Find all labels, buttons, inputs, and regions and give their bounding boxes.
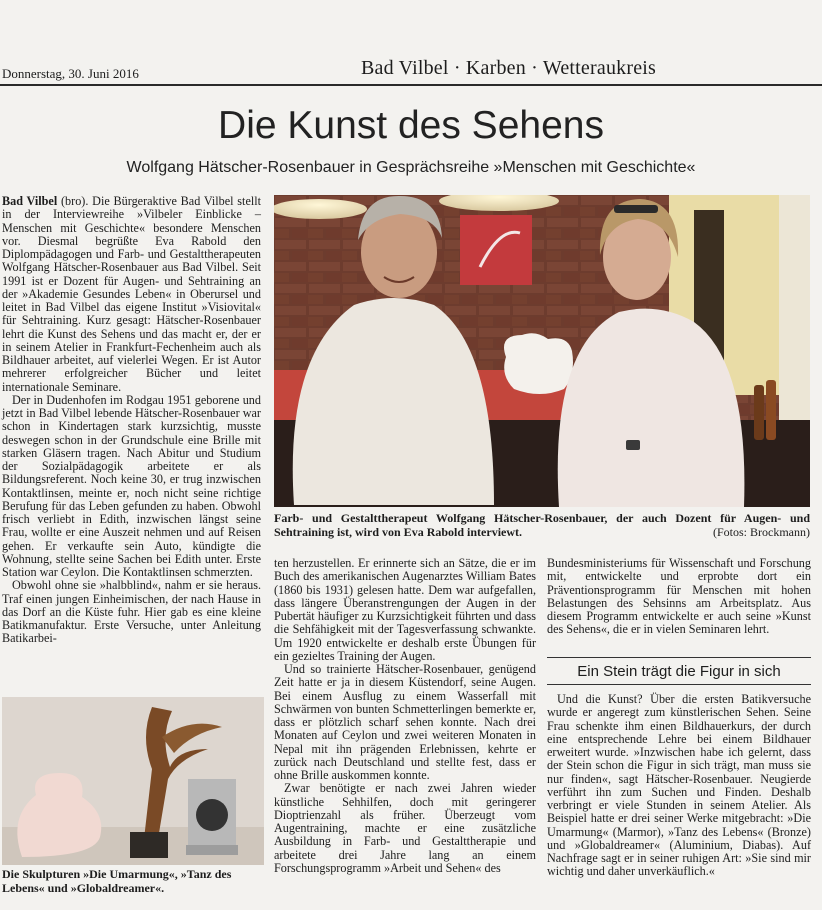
col1-paragraph-1: Bad Vilbel (bro). Die Bürgeraktive Bad Vilbel stellt in der Interviewreihe »Vilbeler Einblicke – Menschen mit Geschichte« besondere Menschen vor. Diesmal begrüßte Eva Rabold den Diplompädagogen und Farb- und Gestalttherapeuten Wolfgang Hätscher-Rosenbauer aus Bad Vilbel. Seit 1991 ist er Dozent für Augen- und Sehtraining an der »Akademie Gesundes Leben« in Oberursel und leitet in Bad Vilbel das eigene Institut »Visiovital« für Sehtraining. Kurz gesagt: Hätscher-Rosenbauer lehrt die Kunst des Sehens und das macht er, der er in seinem Atelier in Frankfurt-Fechenheim auch als Bildhauer arbeitet, auf vielerlei Wegen. Er ist Autor mehrerer erfolgreicher Bücher und leitet internationale Seminare. <box>2 194 262 394</box>
sculptures-caption: Die Skulpturen »Die Umarmung«, »Tanz des Lebens« und »Globaldreamer«. <box>2 867 232 895</box>
column-3-continued <box>547 693 811 879</box>
col3-paragraph-1: Bundesministeriums für Wissenschaft und Forschung mit, entwickelte und erprobte dort ein Präventionsprogramm für Menschen mit hohen Belastungen des Sehsinns am Arbeitsplatz. Aus diesem Programm entwickelte er auch seine »Kunst des Sehens«, die er in vielen Seminaren lehrt. <box>547 556 811 637</box>
interview-photo-illustration <box>274 195 810 507</box>
issue-date: Donnerstag, 30. Juni 2016 <box>2 66 139 81</box>
column-2 <box>274 557 536 875</box>
col1-paragraph-2: Der in Dudenhofen im Rodgau 1951 geborene und jetzt in Bad Vilbel lebende Hätscher-Rosenbauer war schon in Kindertagen stark kurzsichtig, musste deswegen schon in der Grundschule eine Brille mit starken Gläsern tragen. Nach Abitur und Studium der Sozialpädagogik arbeitete er als Bildungsreferent. Noch keine 30, er trug inzwischen Kontaktlinsen, meinte er, noch nicht seine richtige Berufung für das Leben gefunden zu haben. Obwohl frisch verliebt in Edith, inzwischen längst seine Frau, wollte er eine Auszeit nehmen und auf Reisen gehen. Er verkaufte sein Auto, kündigte die Wohnung, stellte seine Sachen bei Edith unter. Erste Station war Ceylon. Die Kontaktlinsen schmerzten. <box>2 392 261 579</box>
col2-paragraph-2: Und so trainierte Hätscher-Rosenbauer, genügend Zeit hatte er ja in diesem Küstendorf, seine Augen. Bei einem Ausflug zu einem Wasserfall mit Schwärmen von bunten Schmetterlingen bemerkte er, dass er plötzlich scharf sehen konnte. Nach drei Monaten auf Ceylon und zwei weiteren Monaten in Nepal mit ihn prägenden Erlebnissen, kehrte er zurück nach Deutschland und stellte fest, dass er ohne Brille auskommen konnte. <box>274 662 536 782</box>
sculptures-photo-illustration <box>2 697 264 865</box>
col2-paragraph-1: ten herzustellen. Er erinnerte sich an Sätze, die er im Buch des amerikanischen Augenarztes William Bates (1860 bis 1931) gelesen hatte. Dem war aufgefallen, dass längere Überanstrengungen der Augen in der Pubertät häufiger zu Kurzsichtigkeit führten und dass die Sehfähigkeit mit der Tagesverfassung schwankte. Um 1920 entwickelte er deshalb erste Übungen für ein gezieltes Training der Augen. <box>274 556 536 663</box>
header-rule <box>0 84 822 86</box>
section-header: Bad Vilbel · Karben · Wetteraukreis <box>361 57 657 79</box>
subheadline: Wolfgang Hätscher-Rosenbauer in Gesprächsreihe »Menschen mit Geschichte« <box>126 159 696 176</box>
dateline: Bad Vilbel <box>2 194 58 208</box>
photo-credit: (Fotos: Brockmann) <box>713 524 810 539</box>
subheading-rule-bottom <box>547 684 811 685</box>
col2-paragraph-3: Zwar benötigte er nach zwei Jahren wieder künstliche Sehhilfen, doch mit geringerer Dioptrienzahl als früher. Überzeugt vom Augentraining, machte er eine zusätzliche Ausbildung in Farb- und Gestalttherapie und arbeitete drei Jahre lang an einem Forschungsprogramm »Arbeit und Sehen« des <box>274 781 536 875</box>
subheading: Ein Stein trägt die Figur in sich <box>577 663 781 680</box>
subheading-rule-top <box>547 657 811 658</box>
interview-photo <box>274 195 810 507</box>
headline: Die Kunst des Sehens <box>218 104 604 147</box>
col1-paragraph-3: Obwohl ohne sie »halbblind«, nahm er sie heraus. Traf einen jungen Einheimischen, der nach Hause in das Dorf an die Küste fuhr. Hier gab es eine kleine Batikmanufaktur. Erste Versuche, unter Anleitung Batikarbei- <box>2 578 261 646</box>
column-1 <box>2 195 261 646</box>
main-caption-text: Farb- und Gestalttherapeut Wolfgang Hätscher-Rosenbauer, der auch Dozent für Augen- und Sehtraining ist, wird von Eva Rabold interviewt. <box>274 511 810 539</box>
col3-paragraph-2: Und die Kunst? Über die ersten Batikversuche wurde er angeregt zum künstlerischen Sehen. Seine Frau schenkte ihm einen Bildhauerkurs, der durch eine entsprechende Lehre bei einem Bildhauer erweitert wurde. »Inzwischen habe ich gelernt, dass der Stein schon die Figur in sich trägt, man muss sie nur finden«, sagt Hätscher-Rosenbauer. Neugierde verführt ihn zum Suchen und Finden. Deshalb verbringt er viele Stunden in seinem Atelier. Als Beispiel hatte er drei seiner Werke mitgebracht: »Die Umarmung« (Marmor), »Tanz des Lebens« (Bronze) und »Globaldreamer« (Aluminium, Diabas). Auf Nachfrage sagt er in seiner ruhigen Art: »Sie sind mir wichtig und daher unverkäuflich.« <box>547 692 811 879</box>
column-3 <box>547 557 811 637</box>
main-photo-caption <box>274 512 810 539</box>
sculptures-photo <box>2 697 264 865</box>
